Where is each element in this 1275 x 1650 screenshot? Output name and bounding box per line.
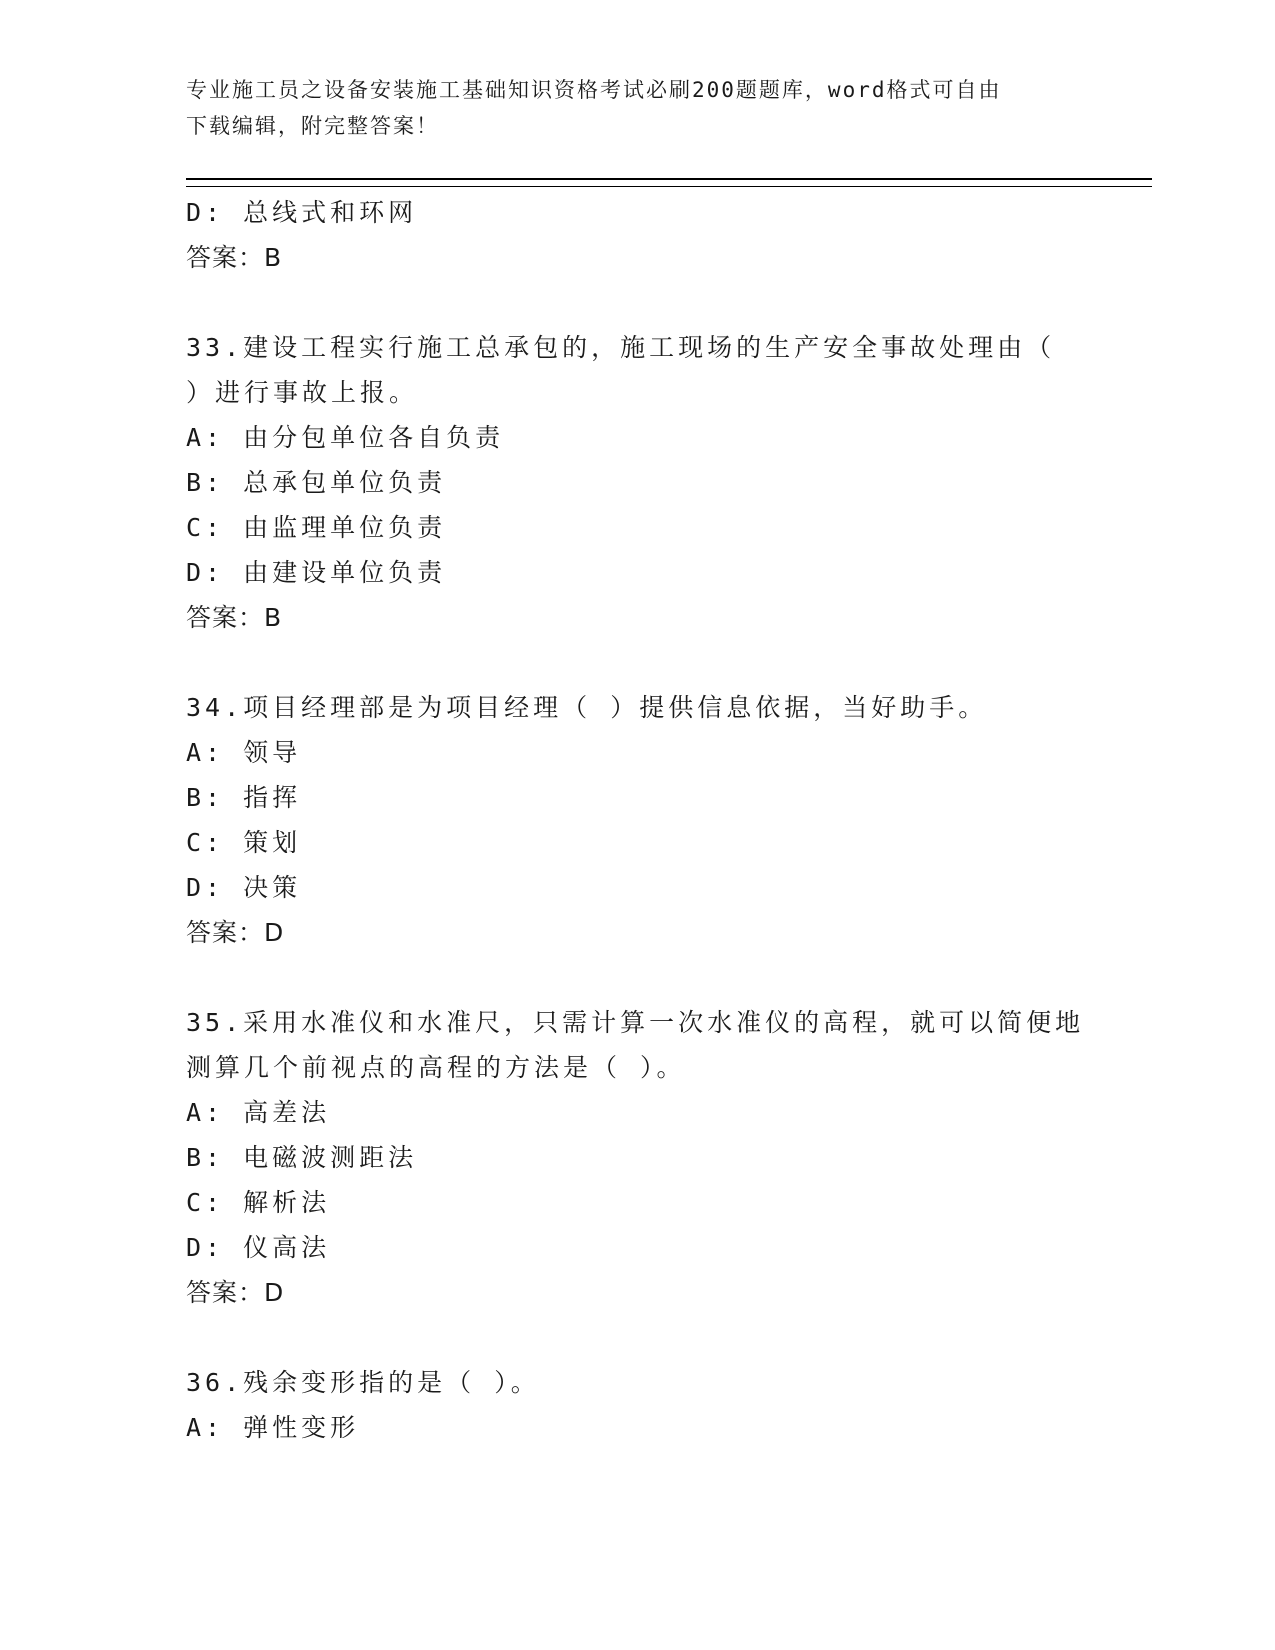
header-divider — [186, 178, 1152, 187]
spacer — [186, 955, 1106, 1000]
option-d: D: 决策 — [186, 873, 302, 902]
question-stem: 36.残余变形指的是（ ）。 — [186, 1368, 540, 1397]
option-d: D: 总线式和环网 — [186, 198, 418, 227]
question-stem: 33.建设工程实行施工总承包的，施工现场的生产安全事故处理由（ — [186, 333, 1056, 362]
question-stem-continued: 测算几个前视点的高程的方法是（ ）。 — [186, 1053, 686, 1082]
option-b: B: 电磁波测距法 — [186, 1143, 418, 1172]
question-34 — [186, 685, 1106, 955]
answer-line: 答案：D — [186, 1278, 285, 1307]
option-a: A: 领导 — [186, 738, 302, 767]
option-c: C: 由监理单位负责 — [186, 513, 447, 542]
question-list — [186, 190, 1106, 1450]
question-36 — [186, 1360, 1106, 1450]
option-a: A: 弹性变形 — [186, 1413, 360, 1442]
option-c: C: 策划 — [186, 828, 302, 857]
answer-line: 答案：D — [186, 918, 285, 947]
question-stem: 35.采用水准仪和水准尺，只需计算一次水准仪的高程，就可以简便地 — [186, 1008, 1085, 1037]
option-b: B: 指挥 — [186, 783, 302, 812]
question-stem: 34.项目经理部是为项目经理（ ）提供信息依据，当好助手。 — [186, 693, 988, 722]
spacer — [186, 640, 1106, 685]
option-a: A: 由分包单位各自负责 — [186, 423, 505, 452]
option-a: A: 高差法 — [186, 1098, 331, 1127]
option-c: C: 解析法 — [186, 1188, 331, 1217]
spacer — [186, 280, 1106, 325]
option-d: D: 由建设单位负责 — [186, 558, 447, 587]
option-d: D: 仪高法 — [186, 1233, 331, 1262]
option-b: B: 总承包单位负责 — [186, 468, 447, 497]
spacer — [186, 1315, 1106, 1360]
question-35 — [186, 1000, 1106, 1315]
answer-line: 答案：B — [186, 603, 283, 632]
question-stem-continued: ）进行事故上报。 — [186, 378, 419, 407]
answer-line: 答案：B — [186, 243, 283, 272]
header-title-line-2: 下载编辑，附完整答案！ — [186, 114, 439, 138]
question-33 — [186, 325, 1106, 640]
document-header — [186, 72, 1086, 144]
header-title-line-1: 专业施工员之设备安装施工基础知识资格考试必刷200题题库，word格式可自由 — [186, 78, 1002, 102]
